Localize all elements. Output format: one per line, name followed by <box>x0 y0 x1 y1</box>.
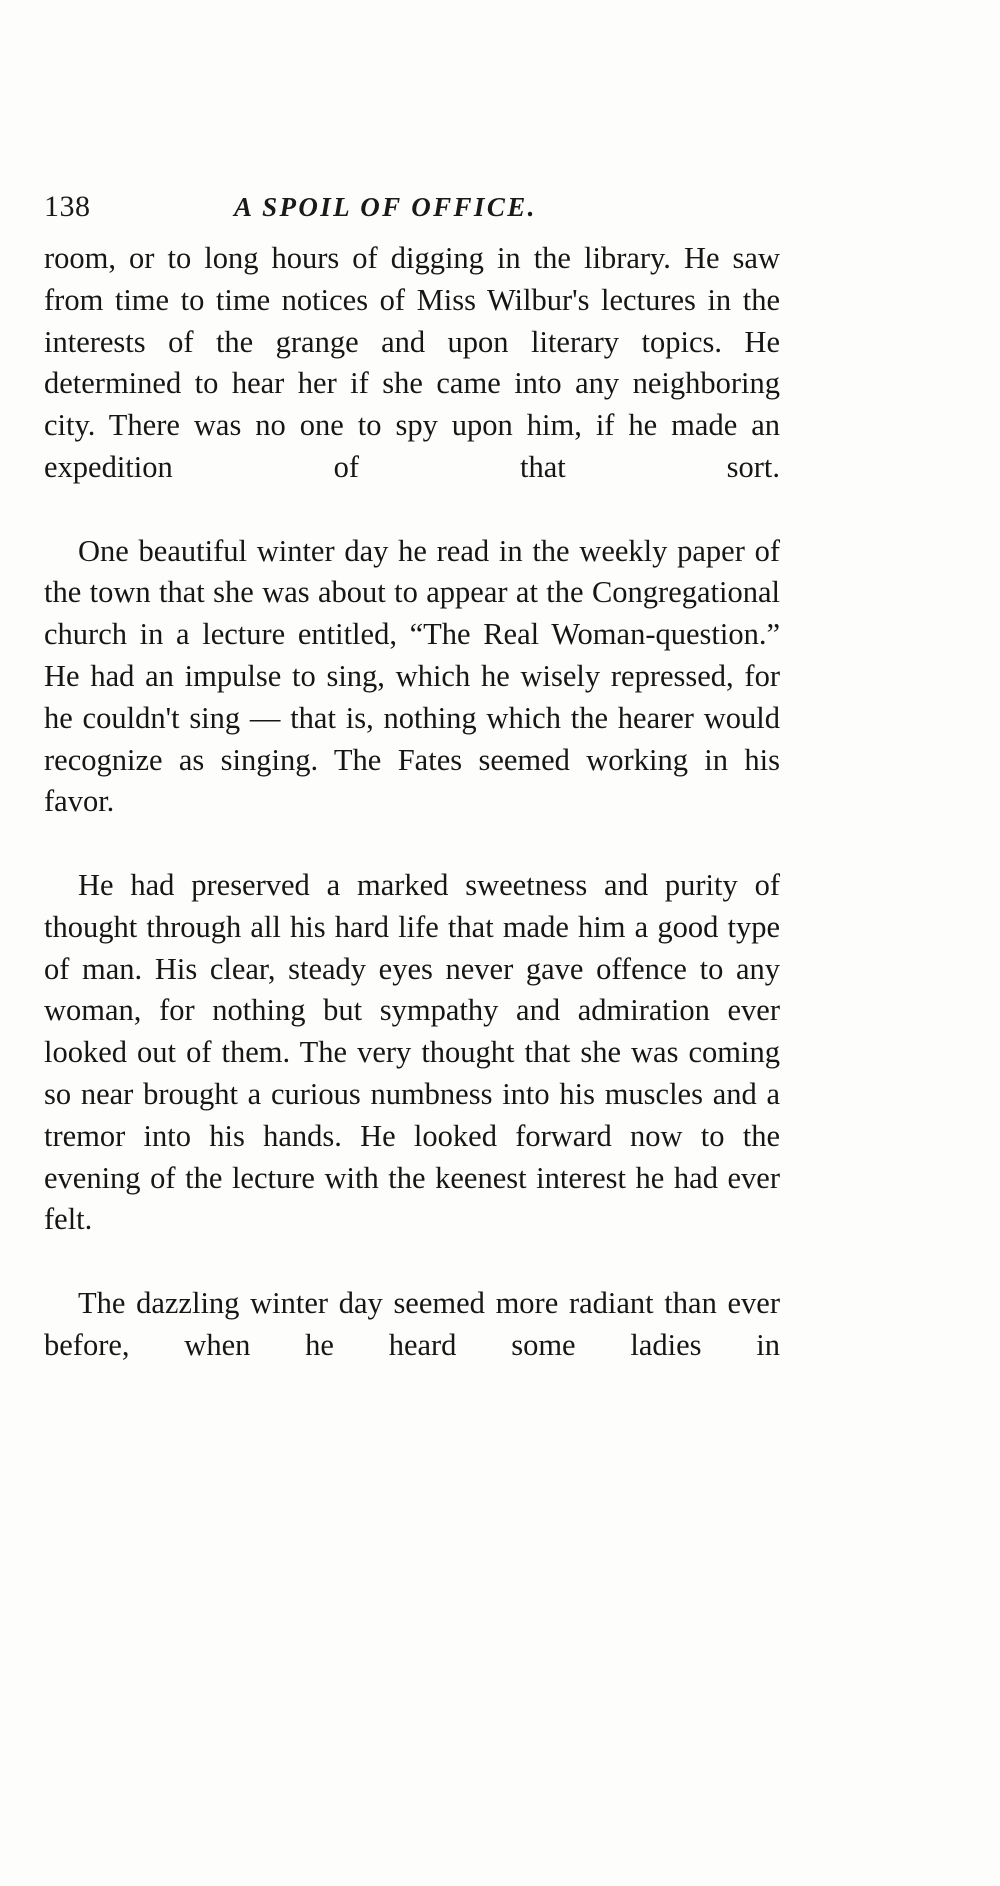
page-body <box>44 238 780 1408</box>
paragraph: One beautiful winter day he read in the weekly paper of the town that she was about to appear at the Congregational church in a lecture entitled, “The Real Woman-question.” He had an impulse to sing, which he wisely repressed, for he couldn't sing — that is, nothing which the hearer would recognize as singing. The Fates seemed working in his favor. <box>44 533 780 819</box>
page-number: 138 <box>44 190 91 223</box>
paragraph: The dazzling winter day seemed more radiant than ever before, when he heard some ladies in <box>44 1285 780 1362</box>
paragraph: He had preserved a marked sweetness and purity of thought through all his hard life that made him a good type of man. His clear, steady eyes never gave offence to any woman, for nothing but sympathy and admiration ever looked out of them. The very thought that she was coming so near brought a curious numbness into his muscles and a tremor into his hands. He looked forward now to the evening of the lecture with the keenest interest he had ever felt. <box>44 867 780 1237</box>
running-title: A SPOIL OF OFFICE. <box>234 192 537 222</box>
page-header <box>44 190 776 230</box>
paragraph: room, or to long hours of digging in the library. He saw from time to time notices of Miss Wilbur's lectures in the interests of the grange and upon literary topics. He determined to hear her if she came into any neighboring city. There was no one to spy upon him, if he made an expedition of that sort. <box>44 241 780 484</box>
